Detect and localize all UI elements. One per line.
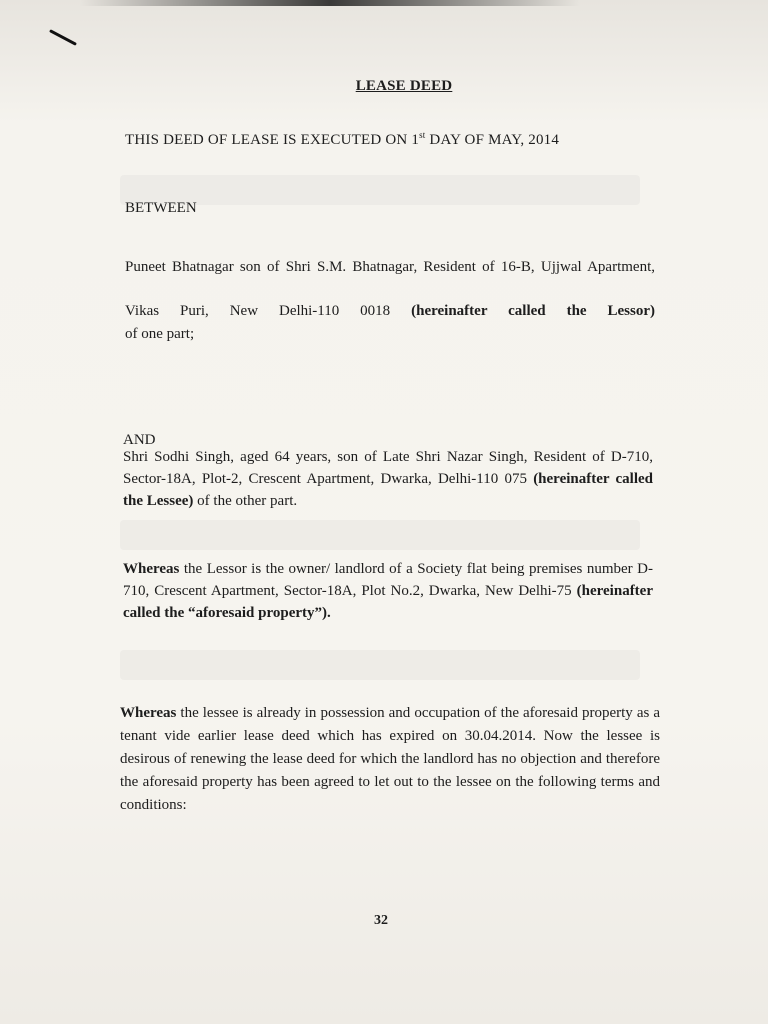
- execution-line: [125, 130, 559, 149]
- between-heading: BETWEEN: [125, 200, 197, 216]
- whereas-possession-paragraph: [120, 702, 660, 817]
- whereas-possession-text: the lessee is already in possession and occupation of the aforesaid property as a tenant vide earlier lease deed which has expired on 30.04.2014. Now the lessee is desirous of renewing the lease deed for which the landlord has no objection and therefore the aforesaid property has been agreed to let out to the lessee on the following terms and conditions:: [120, 705, 660, 813]
- pen-mark: [49, 29, 77, 46]
- execution-prefix: THIS DEED OF LEASE IS EXECUTED ON 1: [125, 132, 420, 148]
- bleed-through: [120, 520, 640, 550]
- lessor-text: Puneet Bhatnagar son of Shri S.M. Bhatnagar, Resident of 16-B, Ujjwal Apartment, Vikas Puri, New Delhi-110 0018: [125, 259, 655, 319]
- page-number: 32: [374, 913, 388, 928]
- whereas-lead: Whereas: [123, 561, 180, 577]
- bleed-through: [120, 650, 640, 680]
- property-definition: (hereinafter called the “aforesaid property”).: [123, 583, 653, 621]
- and-heading: AND: [123, 432, 156, 448]
- document-title: LEASE DEED: [355, 78, 453, 94]
- whereas-ownership-paragraph: [123, 558, 653, 624]
- lessor-part: of one part;: [125, 326, 195, 342]
- lessee-part: of the other part.: [193, 493, 298, 509]
- whereas-lead: Whereas: [120, 705, 177, 721]
- execution-ordinal: st: [419, 130, 426, 140]
- lessee-text: Shri Sodhi Singh, aged 64 years, son of Late Shri Nazar Singh, Resident of D-710, Sector-18A, Plot-2, Crescent Apartment, Dwarka, Delhi-110 075: [123, 449, 653, 487]
- lessor-definition: (hereinafter called the Lessor): [411, 303, 655, 319]
- lessee-paragraph: [123, 446, 653, 512]
- whereas-ownership-text: the Lessor is the owner/ landlord of a Society flat being premises number D-710, Crescent Apartment, Sector-18A, Plot No.2, Dwarka, New Delhi-75: [123, 561, 653, 599]
- lessee-definition: (hereinafter called the Lessee): [123, 471, 653, 509]
- execution-suffix: DAY OF MAY, 2014: [425, 132, 560, 148]
- bleed-through: [120, 175, 640, 205]
- scan-top-edge: [80, 0, 580, 6]
- lessor-paragraph: [125, 245, 655, 333]
